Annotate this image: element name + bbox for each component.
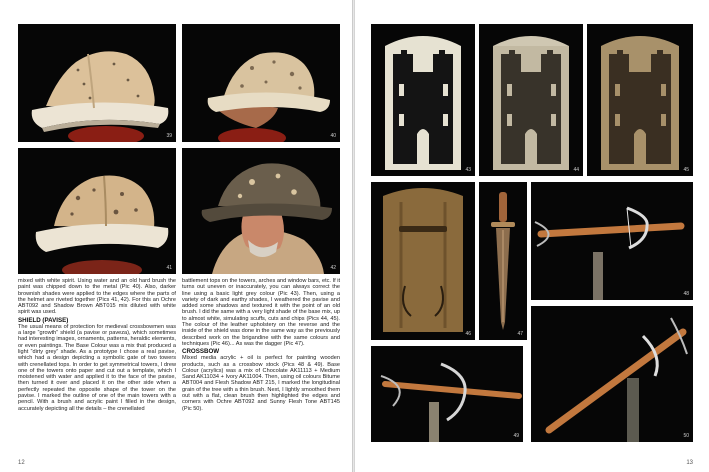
photo-number: 47: [517, 331, 523, 337]
photo-44-pavise-weathered: [479, 24, 583, 176]
helmet-side-illustration: [18, 24, 176, 142]
photo-number: 42: [330, 265, 336, 271]
photo-49-crossbow-angle: [371, 346, 523, 442]
photo-40-helmet-face: [182, 24, 340, 142]
photo-number: 50: [683, 433, 689, 439]
left-page: [0, 0, 352, 472]
pavise-weathered-illustration: [479, 24, 583, 176]
right-page: [355, 0, 709, 472]
photo-39-helmet-side: [18, 24, 176, 142]
photo-number: 39: [166, 133, 172, 139]
photo-47-dagger: [479, 182, 527, 340]
page-number-left: 12: [18, 460, 25, 466]
text-column-1: [18, 278, 176, 412]
photo-45-pavise-aged: [587, 24, 693, 176]
helmet-face-illustration: [182, 24, 340, 142]
pavise-aged-illustration: [587, 24, 693, 176]
photo-50-crossbow-stock: [531, 306, 693, 442]
photo-number: 49: [513, 433, 519, 439]
paragraph: Mixed media acrylic + oil is perfect for painting wooden products, such as a crossbow stock (Pics 48 & 49). Base Colour (acrylics) was a mix of Chocolate AK11113 + Medium Sand AK11034 + Ivory AK11004. Then, using oil colours Bitume ABT004 and Flesh Shadow ABT 215, I marked the longitudinal grain of the tree with a thin brush. Next, I lightly smoothed them out with a flat, clean brush then highlighted the edges and corners with Ochre ABT092 and Sunny Flesh Tone ABT145 (Pic 50).: [182, 355, 340, 412]
photo-number: 45: [683, 167, 689, 173]
photo-46-pavise-reverse: [371, 182, 475, 340]
photo-number: 46: [465, 331, 471, 337]
photo-number: 41: [166, 265, 172, 271]
photo-48-crossbow: [531, 182, 693, 300]
photo-number: 43: [465, 167, 471, 173]
section-heading-crossbow: CROSSBOW: [182, 348, 220, 356]
dagger-illustration: [479, 182, 527, 340]
photo-number: 40: [330, 133, 336, 139]
text-column-2: [182, 278, 340, 412]
paragraph: The usual means of protection for medieval crossbowmen was a large “growth” shield (a pavise or paveza), which sometimes had interesting images, ornaments, patterns, heraldic elements, or even paintings. The Base Colour was a mix that produced a light “dirty grey” shade. As a prototype I chose a real pavise, which had a design depicting a symbolic gate of two towers with crenellated tops. In order to get symmetrical towers, I drew one of the towers onto paper and cut out a template, which I moistened with water and applied it to the face of the pavise, then turned it over and placed it on the other side when a perfectly repeated the opposite shape of the tower on the pavise. I marked the outline of one of the main towers with a pencil. With a brush and acrylic paint I filled in the design, accurately depicting all the details – the crenellated: [18, 323, 176, 412]
photo-number: 44: [573, 167, 579, 173]
crossbow-angle-illustration: [371, 346, 523, 442]
photo-number: 48: [683, 291, 689, 297]
pavise-reverse-illustration: [371, 182, 475, 340]
paragraph: mixed with white spirit. Using water and an old hard brush the paint was chipped down to the metal (Pic 40). Also, darker brownish shades were applied to the edges where the parts of the helmet are riveted together (Pics 41, 42). For this an Ochre ABT092 and Shadow Brown ABT015 mix diluted with white spirit was used.: [18, 278, 176, 316]
helmet-front-illustration: [18, 148, 176, 274]
crossbow-stock-illustration: [531, 306, 693, 442]
photo-41-helmet-front: [18, 148, 176, 274]
bust-illustration: [182, 148, 340, 274]
paragraph: battlement tops on the towers, arches and window bars, etc. If it turns out uneven or inaccurately, you can always correct the line using a basic light grey colour (Pic 43). Then, using a variety of dark and earthy shades, I weathered the pavise and added some shadows and textured it with the point of an old brush. I did the same with a very light shade of the base mix, up to almost white, simulating scuffs, cuts and chips (Pics 44, 45). The colour of the leather upholstery on the reverse and the inside of the shield was done in the same way as the previously described work on the brigandine with the same colours and techniques (Pic 46)... As was the dagger (Pic 47).: [182, 278, 340, 347]
section-heading-shield: SHIELD (PAVISE): [18, 316, 69, 324]
photo-42-bust: [182, 148, 340, 274]
pavise-clean-illustration: [371, 24, 475, 176]
photo-43-pavise-clean: [371, 24, 475, 176]
page-number-right: 13: [686, 460, 693, 466]
crossbow-illustration: [531, 182, 693, 300]
